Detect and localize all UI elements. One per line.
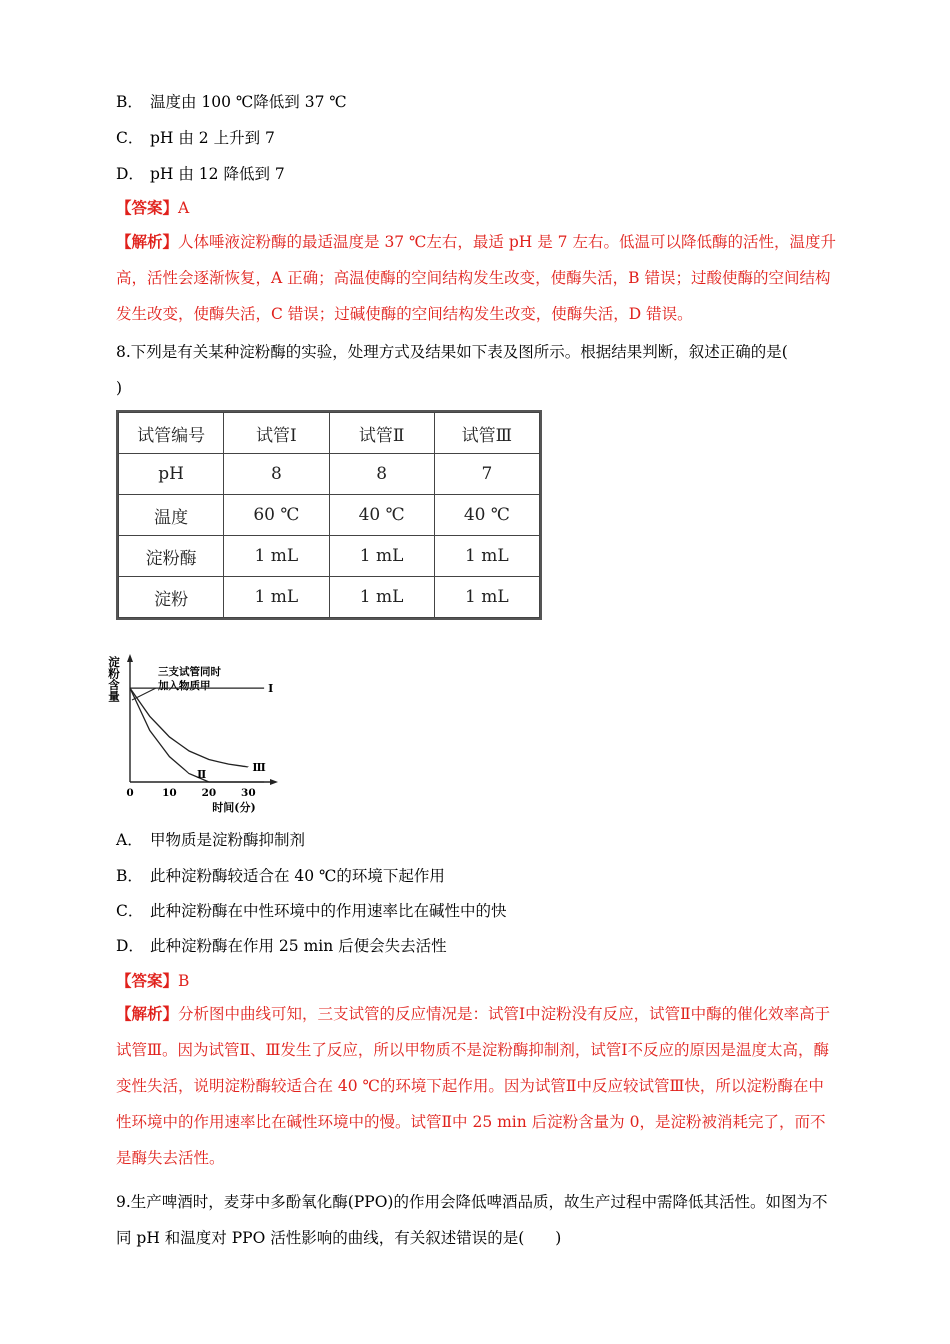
table-cell: 7 (434, 454, 539, 495)
q8-option-b (116, 864, 445, 886)
y-axis-label: 淀粉含量 (107, 656, 121, 702)
y-axis-arrow (127, 654, 133, 662)
analysis-tag: 【解析】 (116, 232, 179, 251)
option-letter: C． (116, 902, 144, 920)
annotation-line2: 加入物质甲 (158, 680, 211, 692)
table-cell: pH (119, 454, 224, 495)
q8-answer (116, 969, 189, 991)
table-row (119, 536, 540, 577)
table-cell: 1 mL (329, 536, 434, 577)
table-cell: 8 (224, 454, 329, 495)
series-label-3: Ⅲ (252, 760, 266, 774)
x-ticks (126, 787, 255, 799)
table-header-row (119, 413, 540, 454)
option-text: 甲物质是淀粉酶抑制剂 (150, 831, 306, 849)
table-header-cell: 试管Ⅱ (329, 413, 434, 454)
q9-stem (116, 1184, 838, 1256)
annotation-leader (132, 688, 156, 700)
table-cell: 40 ℃ (434, 495, 539, 536)
series-labels (197, 682, 273, 781)
option-text: 此种淀粉酶在中性环境中的作用速率比在碱性中的快 (150, 902, 507, 920)
q8-stem-line2: ) (116, 379, 123, 397)
series-label-2: Ⅱ (197, 768, 207, 781)
x-axis-arrow (270, 779, 278, 785)
option-letter: D． (116, 937, 144, 955)
answer-tag: 【答案】 (116, 971, 179, 990)
table-cell: 1 mL (329, 577, 434, 618)
table-cell: 温度 (119, 495, 224, 536)
option-text: 此种淀粉酶较适合在 40 ℃的环境下起作用 (150, 867, 445, 885)
q8-analysis (116, 996, 838, 1176)
answer-value: A (178, 199, 190, 217)
x-axis-label: 时间(分) (212, 801, 256, 814)
x-tick-label: 0 (126, 787, 134, 799)
q8-option-a (116, 828, 305, 850)
table-cell: 8 (329, 454, 434, 495)
table-row (119, 454, 540, 495)
option-letter: B． (116, 867, 143, 885)
table-row (119, 495, 540, 536)
x-tick-label: 30 (241, 787, 256, 799)
answer-value: B (178, 972, 190, 990)
table-cell: 1 mL (434, 577, 539, 618)
option-text: 此种淀粉酶在作用 25 min 后便会失去活性 (150, 937, 447, 955)
table-cell: 淀粉酶 (119, 536, 224, 577)
analysis-text: 分析图中曲线可知，三支试管的反应情况是：试管Ⅰ中淀粉没有反应，试管Ⅱ中酶的催化效率高于试管Ⅲ。因为试管Ⅱ、Ⅲ发生了反应，所以甲物质不是淀粉酶抑制剂，试管Ⅰ不反应的原因是温度太高，酶变性失活，说明淀粉酶较适合在 40 ℃的环境下起作用。因为试管Ⅱ中反应较试管Ⅲ快，所以淀粉酶在中性环境中的作用速率比在碱性环境中的慢。试管Ⅱ中 25 min 后淀粉含量为 0，是淀粉被消耗完了，而不是酶失去活性。 (116, 1005, 831, 1167)
option-letter: B． (116, 93, 143, 111)
table-row (119, 577, 540, 618)
answer-tag: 【答案】 (116, 198, 179, 217)
table-cell: 1 mL (224, 577, 329, 618)
option-letter: A． (116, 831, 143, 849)
table-header-cell: 试管Ⅰ (224, 413, 329, 454)
q7-answer (116, 196, 189, 218)
option-text: pH 由 2 上升到 7 (150, 129, 275, 147)
analysis-text: 人体唾液淀粉酶的最适温度是 37 ℃左右，最适 pH 是 7 左右。低温可以降低酶的活性，温度升高，活性会逐渐恢复，A 正确；高温使酶的空间结构发生改变，使酶失活，B 错误；过酸使酶的空间结构发生改变，使酶失活，C 错误；过碱使酶的空间结构发生改变，使酶失活，D 错误。 (116, 233, 836, 323)
series-label-1: Ⅰ (268, 682, 274, 696)
table-cell: 淀粉 (119, 577, 224, 618)
option-text: pH 由 12 降低到 7 (150, 165, 285, 183)
table-header-cell: 试管Ⅲ (434, 413, 539, 454)
x-tick-label: 10 (162, 787, 177, 799)
q7-analysis (116, 224, 838, 332)
q7-option-d (116, 162, 285, 184)
table-cell: 1 mL (434, 536, 539, 577)
experiment-table (118, 412, 540, 618)
option-letter: D． (116, 165, 144, 183)
q8-option-d (116, 934, 447, 956)
q8-option-c (116, 899, 507, 921)
annotation-line1: 三支试管同时 (158, 666, 221, 678)
option-letter: C． (116, 129, 144, 147)
table-cell: 60 ℃ (224, 495, 329, 536)
table-cell: 1 mL (224, 536, 329, 577)
x-tick-label: 20 (201, 787, 217, 799)
q7-option-c (116, 126, 275, 148)
q7-option-b (116, 90, 347, 112)
starch-content-chart (107, 642, 302, 814)
q9-text: 9.生产啤酒时，麦芽中多酚氧化酶(PPO)的作用会降低啤酒品质，故生产过程中需降低其活性。如图为不同 pH 和温度对 PPO 活性影响的曲线，有关叙述错误的是( ) (116, 1193, 828, 1247)
analysis-tag: 【解析】 (116, 1004, 179, 1023)
q8-stem (116, 334, 838, 406)
table-cell: 40 ℃ (329, 495, 434, 536)
q8-stem-line1: 8.下列是有关某种淀粉酶的实验，处理方式及结果如下表及图所示。根据结果判断，叙述正确的是( (116, 343, 788, 361)
table-header-cell: 试管编号 (119, 413, 224, 454)
option-text: 温度由 100 ℃降低到 37 ℃ (150, 93, 347, 111)
